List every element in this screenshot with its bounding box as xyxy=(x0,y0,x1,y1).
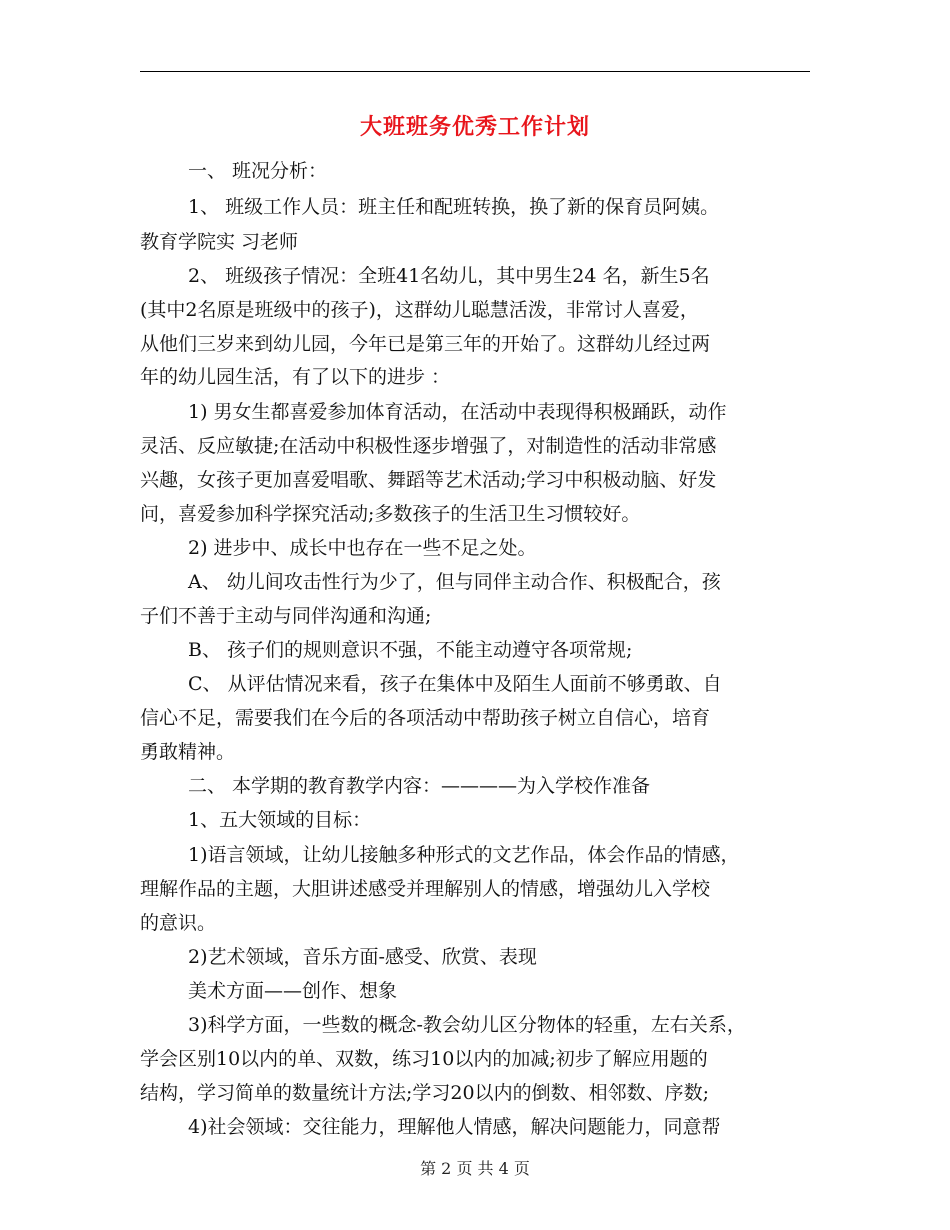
paragraph-line: 1)语言领域，让幼儿接触多种形式的文艺作品，体会作品的情感， xyxy=(188,844,740,866)
paragraph-line: 1、 班级工作人员：班主任和配班转换，换了新的保育员阿姨。 xyxy=(188,196,720,218)
paragraph-line: 美术方面——创作、想象 xyxy=(188,980,398,1002)
paragraph-line: 从他们三岁来到幼儿园，今年已是第三年的开始了。这群幼儿经过两 xyxy=(140,333,711,355)
paragraph-line: B、 孩子们的规则意识不强，不能主动遵守各项常规; xyxy=(188,639,633,661)
paragraph-line: 信心不足，需要我们在今后的各项活动中帮助孩子树立自信心，培育 xyxy=(140,707,711,729)
paragraph-line: 学会区别10以内的单、双数，练习10以内的加减;初步了解应用题的 xyxy=(140,1048,708,1070)
paragraph-line: 一、 班况分析： xyxy=(188,160,328,182)
paragraph-line: 子们不善于主动与同伴沟通和沟通; xyxy=(140,605,432,627)
paragraph-line: (其中2名原是班级中的孩子)，这群幼儿聪慧活泼，非常讨人喜爱， xyxy=(140,299,699,321)
paragraph-line: 二、 本学期的教育教学内容：————为入学校作准备 xyxy=(188,775,651,797)
paragraph-line: 2) 进步中、成长中也存在一些不足之处。 xyxy=(188,537,537,559)
paragraph-line: 勇敢精神。 xyxy=(140,741,236,763)
paragraph-line: 4)社会领域：交往能力，理解他人情感，解决问题能力，同意帮 xyxy=(188,1116,721,1138)
paragraph-line: 兴趣，女孩子更加喜爱唱歌、舞蹈等艺术活动;学习中积极动脑、好发 xyxy=(140,469,717,491)
paragraph-line: 2、 班级孩子情况：全班41名幼儿，其中男生24 名，新生5名 xyxy=(188,265,710,287)
paragraph-line: 问，喜爱参加科学探究活动;多数孩子的生活卫生习惯较好。 xyxy=(140,503,641,525)
paragraph-line: 教育学院实 习老师 xyxy=(140,231,299,253)
paragraph-line: 理解作品的主题，大胆讲述感受并理解别人的情感，增强幼儿入学校 xyxy=(140,878,711,900)
paragraph-line: 2)艺术领域，音乐方面-感受、欣赏、表现 xyxy=(188,946,537,968)
document-title: 大班班务优秀工作计划 xyxy=(359,115,590,140)
paragraph-line: A、 幼儿间攻击性行为少了，但与同伴主动合作、积极配合，孩 xyxy=(188,571,721,593)
paragraph-line: 灵活、反应敏捷;在活动中积极性逐步增强了，对制造性的活动非常感 xyxy=(140,435,717,457)
header-rule xyxy=(140,71,810,72)
page-number-footer: 第 2 页 共 4 页 xyxy=(420,1159,530,1178)
paragraph-line: 结构，学习简单的数量统计方法;学习20以内的倒数、相邻数、序数; xyxy=(140,1082,709,1104)
paragraph-line: C、 从评估情况来看，孩子在集体中及陌生人面前不够勇敢、自 xyxy=(188,673,722,695)
paragraph-line: 3)科学方面，一些数的概念-教会幼儿区分物体的轻重，左右关系， xyxy=(188,1014,746,1036)
paragraph-line: 年的幼儿园生活，有了以下的进步 ： xyxy=(140,366,451,388)
paragraph-line: 的意识。 xyxy=(140,912,217,934)
paragraph-line: 1、五大领域的目标： xyxy=(188,809,372,831)
paragraph-line: 1) 男女生都喜爱参加体育活动，在活动中表现得积极踊跃，动作 xyxy=(188,401,727,423)
